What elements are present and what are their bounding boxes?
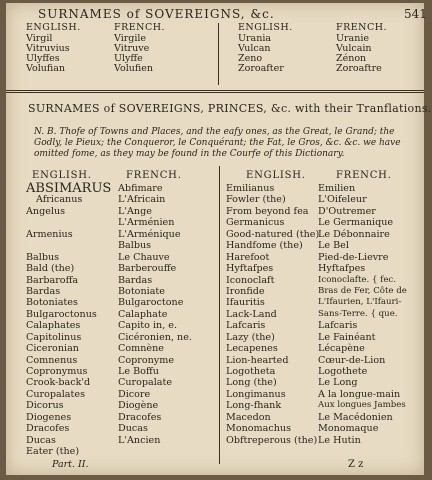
list-item: Ducas bbox=[118, 423, 148, 435]
list-item: Comnène bbox=[118, 343, 164, 355]
list-item: Africanus bbox=[36, 194, 83, 206]
list-item: ABSIMARUS bbox=[26, 181, 112, 196]
list-item: Uranie bbox=[336, 33, 369, 44]
list-item: Lion-hearted bbox=[226, 354, 289, 366]
list-item: Long-fhank bbox=[226, 400, 282, 412]
list-item: Volufien bbox=[114, 63, 153, 74]
list-item: Vulcan bbox=[238, 43, 271, 54]
list-item: Monomachus bbox=[226, 423, 292, 435]
list-item: Copronyme bbox=[118, 354, 174, 366]
list-item: Long (the) bbox=[226, 377, 277, 389]
list-item: Bras de Fer, Côte de bbox=[318, 285, 407, 296]
list-item: Ciceronian bbox=[26, 343, 79, 355]
list-item: Zeno bbox=[238, 53, 263, 64]
list-item: Botoniates bbox=[26, 297, 78, 309]
top-col-head-english-right: ENGLISH. bbox=[238, 22, 293, 33]
list-item: Emilien bbox=[318, 183, 356, 194]
list-item: Dicorus bbox=[26, 400, 64, 412]
list-item: Calaphate bbox=[118, 308, 168, 320]
section-title: SURNAMES of SOVEREIGNS, PRINCES, &c. with their Tranflations. bbox=[28, 102, 432, 115]
list-item: Bald (the) bbox=[26, 263, 75, 275]
list-item: Curopalates bbox=[26, 388, 85, 400]
list-item: Capitolinus bbox=[26, 331, 82, 343]
list-item: Ulyffes bbox=[26, 53, 60, 64]
section-rule bbox=[6, 92, 424, 93]
list-item: Zénon bbox=[336, 53, 367, 64]
list-item: Le Long bbox=[318, 377, 358, 389]
column-divider bbox=[219, 166, 220, 464]
catchword: Z z bbox=[348, 459, 364, 470]
list-item: Virgile bbox=[114, 33, 147, 44]
page-number: 541 bbox=[404, 7, 427, 21]
list-item: Bulgaroctonus bbox=[26, 308, 97, 320]
top-list-english-right bbox=[238, 34, 284, 74]
col-head-english-left: ENGLISH. bbox=[32, 170, 92, 181]
list-item: Cicéronien, ne. bbox=[118, 331, 192, 343]
list-item: Dracofes bbox=[26, 423, 70, 435]
list-item: Le Chauve bbox=[118, 251, 170, 263]
list-item: Iconoclafte. { fec. bbox=[318, 274, 396, 285]
list-item: Monomaque bbox=[318, 423, 379, 435]
list-item: Le Hutin bbox=[318, 434, 361, 446]
list-item bbox=[26, 240, 111, 251]
list-item: Bardas bbox=[118, 274, 153, 286]
list-item: Vulcain bbox=[336, 43, 372, 54]
signature-mark: Part. II. bbox=[52, 459, 89, 470]
list-item: Lafcaris bbox=[318, 320, 358, 332]
col-head-english-right: ENGLISH. bbox=[246, 170, 306, 181]
list-item: Le Macédonien bbox=[318, 411, 393, 423]
list-english-left bbox=[26, 183, 111, 458]
list-item: Logotheta bbox=[226, 366, 276, 377]
list-item: Longimanus bbox=[226, 388, 286, 400]
list-item: Emilianus bbox=[226, 183, 275, 194]
list-item: Dracofes bbox=[118, 411, 162, 423]
list-item: L'Africain bbox=[118, 194, 166, 206]
list-item: Zoroaftre bbox=[336, 63, 382, 74]
list-item: Lécapène bbox=[318, 343, 365, 355]
list-item: A la longue-main bbox=[318, 388, 401, 400]
list-item: Lafcaris bbox=[226, 320, 266, 332]
list-english-right bbox=[226, 183, 319, 446]
list-item: Sans-Terre. { que. bbox=[318, 308, 398, 319]
list-item: Zoroafter bbox=[238, 63, 284, 74]
running-head: SURNAMES of SOVEREIGNS, &c. bbox=[38, 7, 275, 21]
col-head-french-left: FRENCH. bbox=[126, 170, 182, 181]
section-note: N. B. Thofe of Towns and Places, and the eafy ones, as the Great, le Grand; the Godly, le Pieux; the Conqueror, le Conquérant; the Fat, le Gros, &c. &c. we have omitted fome, as they may be found in the Courfe of this Dictionary. bbox=[34, 127, 401, 159]
list-item: Barbaroffa bbox=[26, 274, 79, 286]
list-french-left bbox=[118, 183, 192, 446]
list-item: Angelus bbox=[26, 205, 66, 217]
list-item: Le Boffu bbox=[118, 366, 159, 377]
list-item: Armenius bbox=[26, 228, 73, 240]
list-item: L'Ifaurien, L'Ifauri- bbox=[318, 297, 402, 308]
top-list-french-left bbox=[114, 34, 153, 74]
top-list-english-left bbox=[26, 34, 70, 74]
list-item: Good-natured (the) bbox=[226, 228, 320, 240]
list-item: Vitruvius bbox=[26, 43, 70, 54]
list-item: Volufian bbox=[26, 63, 65, 74]
list-item: L'Arménique bbox=[118, 228, 181, 240]
list-item: Fowler (the) bbox=[226, 194, 286, 206]
top-column-divider bbox=[218, 23, 219, 85]
list-item: Le Fainéant bbox=[318, 331, 376, 343]
list-item bbox=[26, 217, 111, 228]
col-head-french-right: FRENCH. bbox=[336, 170, 392, 181]
list-item: Diogenes bbox=[26, 411, 72, 423]
list-item: Ironfide bbox=[226, 285, 265, 297]
list-item: Lack-Land bbox=[226, 308, 277, 320]
list-item: Dicore bbox=[118, 388, 151, 400]
list-item: Abfimare bbox=[118, 183, 163, 194]
list-item: Botoniate bbox=[118, 285, 165, 297]
list-item: Aux longues Jambes bbox=[318, 400, 406, 411]
list-item: Lazy (the) bbox=[226, 331, 275, 343]
list-item: Lecapenes bbox=[226, 343, 278, 355]
list-item: Copronymus bbox=[26, 366, 88, 377]
list-item: Balbus bbox=[118, 240, 152, 252]
list-item: L'Ancien bbox=[118, 434, 161, 446]
list-item: Pied-de-Lievre bbox=[318, 251, 389, 263]
list-item: Le Germanique bbox=[318, 217, 394, 229]
list-item: D'Outremer bbox=[318, 205, 376, 217]
list-item: Calaphates bbox=[26, 320, 81, 332]
list-item: Harefoot bbox=[226, 251, 270, 263]
top-col-head-english-left: ENGLISH. bbox=[26, 22, 81, 33]
top-list-french-right bbox=[336, 34, 382, 74]
list-item: Obftreperous (the) bbox=[226, 434, 318, 446]
list-item: Bardas bbox=[26, 285, 61, 297]
list-item: Hyftafpes bbox=[226, 263, 274, 275]
list-item: Cœur-de-Lion bbox=[318, 354, 386, 366]
list-item: L'Ange bbox=[118, 205, 152, 217]
book-page bbox=[6, 3, 432, 475]
list-item: Vitruve bbox=[114, 43, 150, 54]
top-col-head-french-right: FRENCH. bbox=[336, 22, 388, 33]
list-item: Logothete bbox=[318, 366, 368, 377]
section-rule bbox=[6, 90, 424, 91]
list-item: Urania bbox=[238, 33, 272, 44]
list-item: Ifauritis bbox=[226, 297, 265, 309]
list-item: Capito in, e. bbox=[118, 320, 178, 332]
list-item: Comnenus bbox=[26, 354, 78, 366]
list-item: Bulgaroctone bbox=[118, 297, 184, 309]
list-item: Virgil bbox=[26, 33, 53, 44]
list-item: Crook-back'd bbox=[26, 377, 91, 389]
list-item: Balbus bbox=[26, 251, 60, 263]
list-item: Curopalate bbox=[118, 377, 173, 389]
list-french-right bbox=[318, 183, 407, 446]
list-item: From beyond fea bbox=[226, 205, 309, 217]
list-item: Eater (the) bbox=[26, 446, 80, 458]
list-item: L'Arménien bbox=[118, 217, 175, 229]
list-item: Diogène bbox=[118, 400, 159, 412]
list-item: Ulyffe bbox=[114, 53, 143, 64]
list-item: Germanicus bbox=[226, 217, 285, 229]
list-item: Handfome (the) bbox=[226, 240, 303, 252]
list-item: Ducas bbox=[26, 434, 56, 446]
top-col-head-french-left: FRENCH. bbox=[114, 22, 166, 33]
list-item: Macedon bbox=[226, 411, 271, 423]
list-item: Barberouffe bbox=[118, 263, 177, 275]
list-item: Iconoclaft bbox=[226, 274, 275, 286]
list-item: Hyftafpes bbox=[318, 263, 366, 275]
list-item: L'Oifeleur bbox=[318, 194, 367, 206]
list-item: Le Bel bbox=[318, 240, 349, 252]
list-item: Le Débonnaire bbox=[318, 228, 390, 240]
